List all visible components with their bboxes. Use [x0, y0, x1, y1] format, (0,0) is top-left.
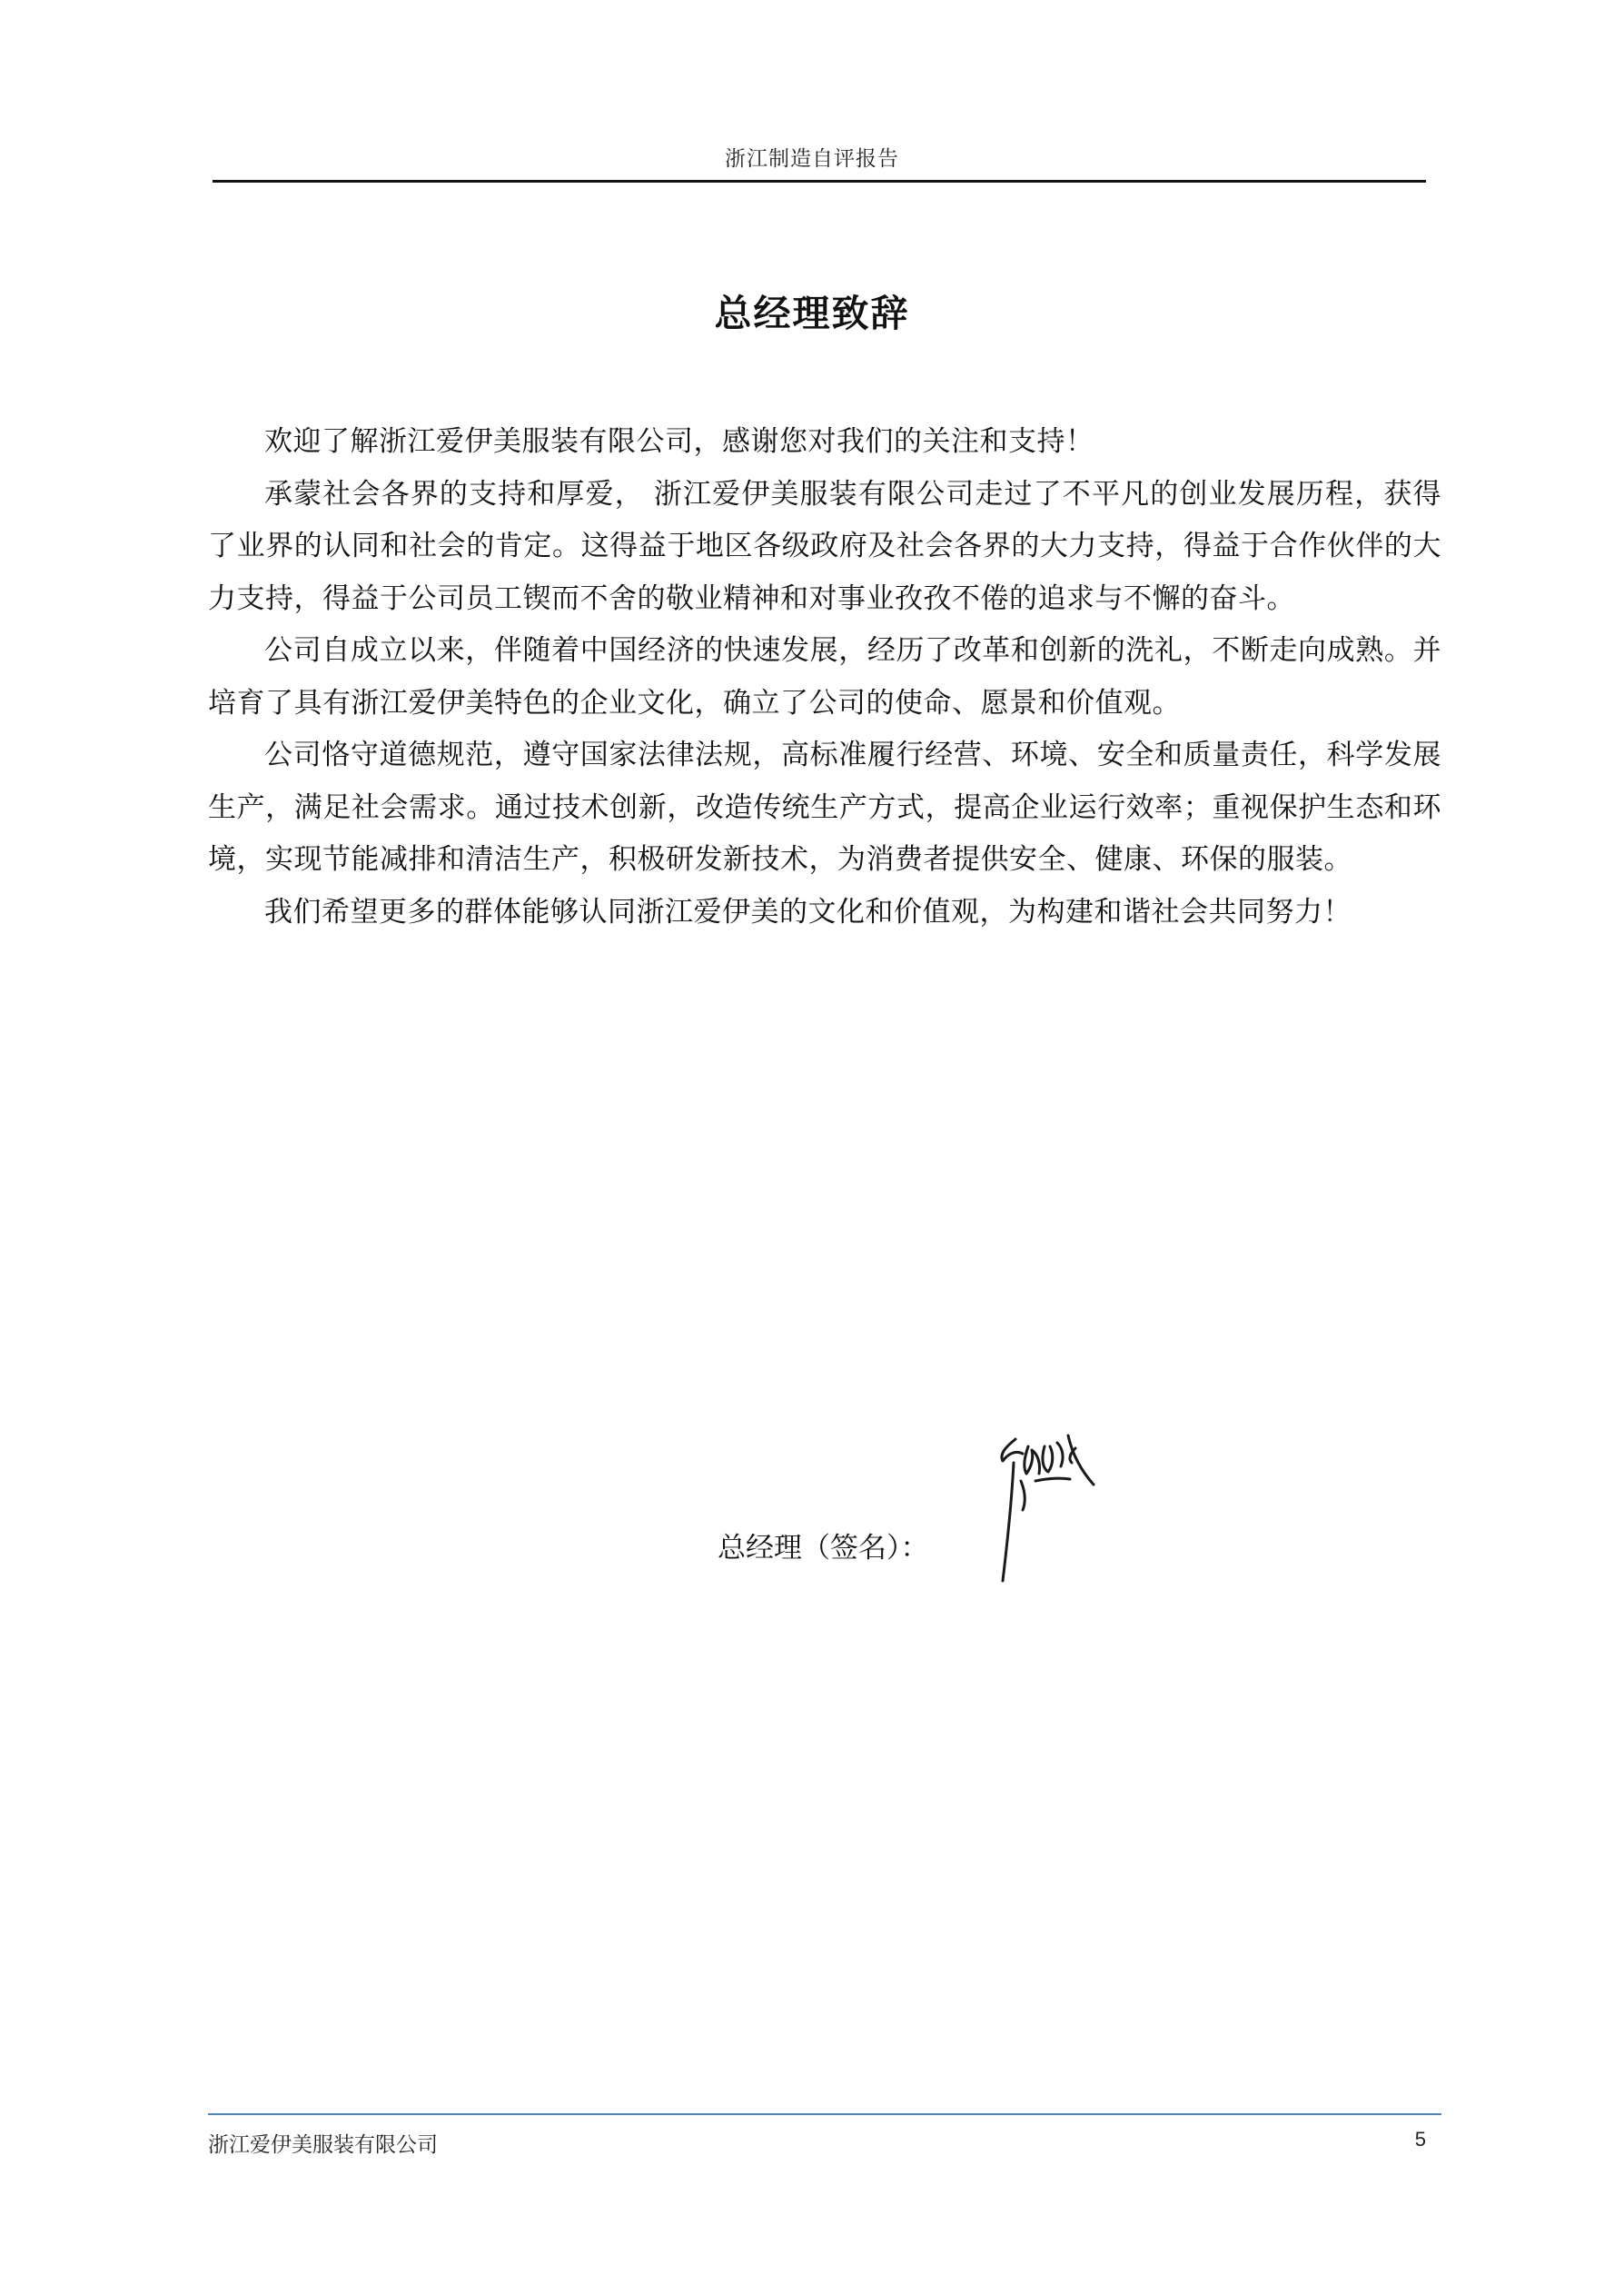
header-divider: [213, 180, 1426, 183]
paragraph-history: 公司自成立以来，伴随着中国经济的快速发展，经历了改革和创新的洗礼，不断走向成熟。并培育了具有浙江爱伊美特色的企业文化，确立了公司的使命、愿景和价值观。: [208, 634, 1441, 720]
paragraph-gratitude: 承蒙社会各界的支持和厚爱， 浙江爱伊美服装有限公司走过了不平凡的创业发展历程，获得了业界的认同和社会的肯定。这得益于地区各级政府及社会各界的大力支持，得益于合作伙伴的大力支持，得益于公司员工锲而不舍的敬业精神和对事业孜孜不倦的追求与不懈的奋斗。: [208, 477, 1441, 615]
page-number: 5: [1414, 2128, 1426, 2151]
paragraph-responsibility: 公司恪守道德规范，遵守国家法律法规，高标准履行经营、环境、安全和质量责任，科学发展生产，满足社会需求。通过技术创新，改造传统生产方式，提高企业运行效率；重视保护生态和环境，实现节能减排和清洁生产，积极研发新技术，为消费者提供安全、健康、环保的服装。: [208, 739, 1441, 876]
footer-divider: [208, 2113, 1441, 2115]
handwritten-signature: [981, 1426, 1117, 1590]
signature-block: [718, 1426, 1135, 1599]
signature-label: 总经理（签名）：: [718, 1532, 929, 1565]
paragraph-closing: 我们希望更多的群体能够认同浙江爱伊美的文化和价值观，为构建和谐社会共同努力！: [264, 895, 1352, 929]
page-header: 浙江制造自评报告: [725, 147, 899, 171]
footer-company-name: 浙江爱伊美服装有限公司: [208, 2133, 438, 2157]
letter-body: [208, 416, 1441, 939]
paragraph-welcome: 欢迎了解浙江爱伊美服装有限公司，感谢您对我们的关注和支持！: [264, 425, 1094, 458]
page-title: 总经理致辞: [714, 292, 910, 335]
